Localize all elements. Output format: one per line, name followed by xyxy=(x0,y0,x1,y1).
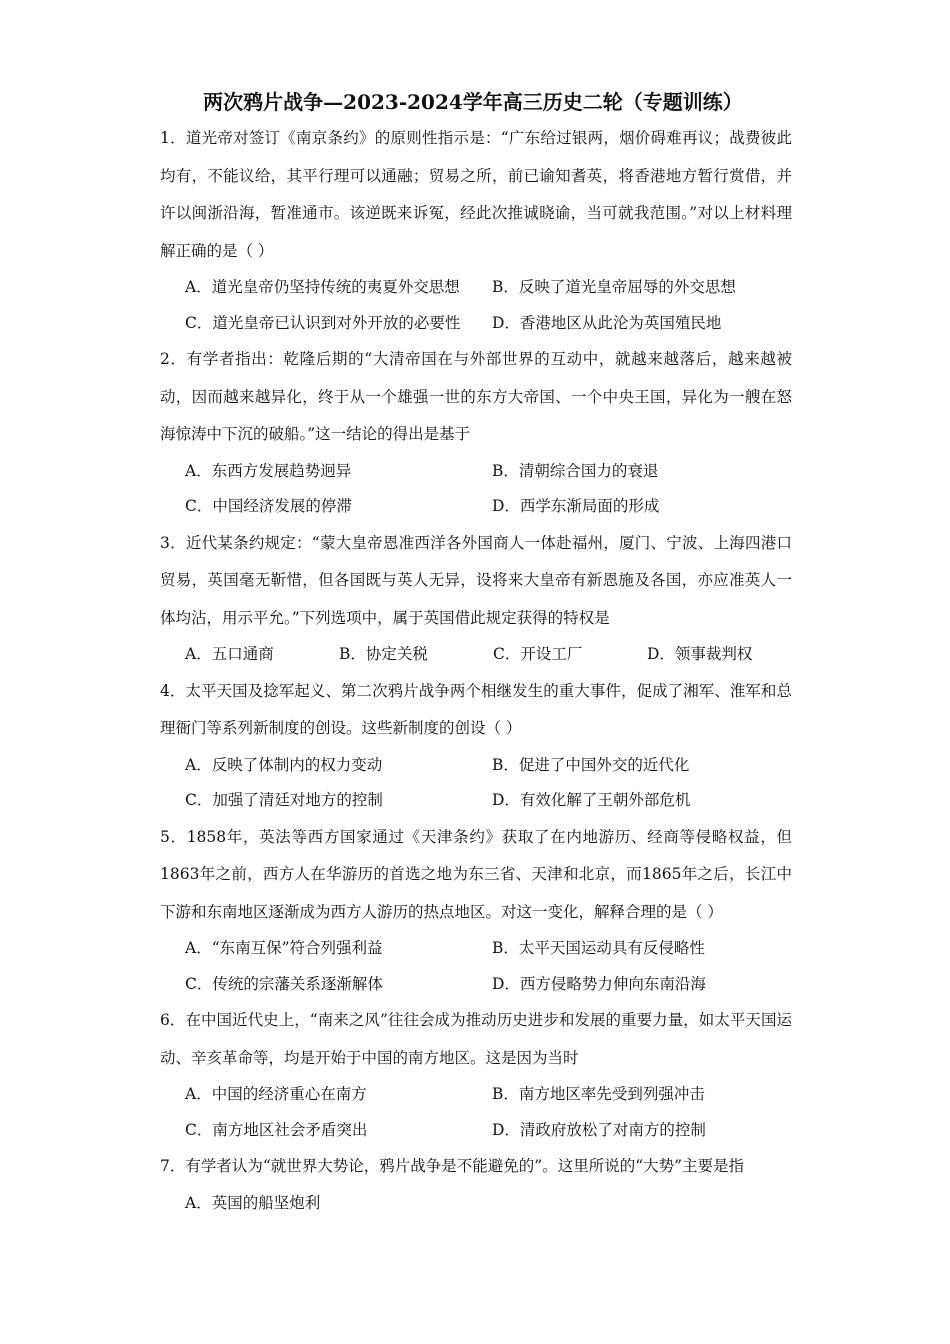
option-a[interactable]: A．道光皇帝仍坚持传统的夷夏外交思想 xyxy=(185,278,460,296)
option-d[interactable]: D．清政府放松了对南方的控制 xyxy=(492,1120,706,1139)
option-b[interactable]: B．协定关税 xyxy=(339,645,428,663)
option-c[interactable]: C．道光皇帝已认识到对外开放的必要性 xyxy=(185,313,461,332)
option-d[interactable]: D．有效化解了王朝外部危机 xyxy=(492,791,691,809)
option-b[interactable]: B．促进了中国外交的近代化 xyxy=(492,755,690,774)
option-row xyxy=(185,637,792,673)
option-a[interactable]: A．英国的船坚炮利 xyxy=(185,1193,321,1212)
option-d[interactable]: D．西方侵略势力伸向东南沿海 xyxy=(492,974,706,993)
question-6 xyxy=(160,1002,792,1148)
question-stem: 1．道光帝对签订《南京条约》的原则性指示是：“广东给过银两，烟价碍难再议；战费彼此均有，不能议给，其平行理可以通融；贸易之所，前已谕知耆英，将香港地方暂行赏借，并许以闽浙沿海，暂准通市。该逆既来诉冤，经此次推诚晓谕，当可就我范围。”对以上材料理解正确的是（ ） xyxy=(160,129,792,260)
question-5 xyxy=(160,819,792,1003)
option-list xyxy=(160,454,792,525)
question-stem: 4．太平天国及捻军起义、第二次鸦片战争两个相继发生的重大事件，促成了湘军、淮军和总理衙门等系列新制度的创设。这些新制度的创设（ ） xyxy=(160,681,792,737)
option-c[interactable]: C．加强了清廷对地方的控制 xyxy=(185,791,383,809)
option-b[interactable]: B．反映了道光皇帝屈辱的外交思想 xyxy=(492,278,736,296)
option-list xyxy=(160,931,792,1002)
option-row xyxy=(185,270,792,306)
option-list xyxy=(160,270,792,341)
option-list xyxy=(160,637,792,673)
option-d[interactable]: D．香港地区从此沦为英国殖民地 xyxy=(492,313,722,332)
page-title: 两次鸦片战争—2023-2024学年高三历史二轮（专题训练） xyxy=(203,90,743,114)
option-c[interactable]: C．开设工厂 xyxy=(493,645,583,663)
option-row xyxy=(185,454,792,490)
option-row xyxy=(185,489,792,525)
option-d[interactable]: D．领事裁判权 xyxy=(647,645,753,663)
exam-page xyxy=(160,88,792,1221)
option-d[interactable]: D．西学东渐局面的形成 xyxy=(492,497,660,515)
question-stem: 5．1858年，英法等西方国家通过《天津条约》获取了在内地游历、经商等侵略权益，但1863年之前，西方人在华游历的首选之地为东三省、天津和北京，而1865年之后，长江中下游和东南地区逐渐成为西方人游历的热点地区。对这一变化，解释合理的是（ ） xyxy=(160,827,792,921)
option-a[interactable]: A．五口通商 xyxy=(185,645,274,663)
question-4 xyxy=(160,673,792,819)
option-row xyxy=(185,783,792,819)
option-row xyxy=(185,1186,792,1222)
option-list xyxy=(160,1077,792,1148)
question-stem: 2．有学者指出：乾隆后期的“大清帝国在与外部世界的互动中，就越来越落后，越来越被动，因而越来越异化，终于从一个雄强一世的东方大帝国、一个中央王国，异化为一艘在怒海惊涛中下沉的破船。”这一结论的得出是基于 xyxy=(160,350,792,443)
option-b[interactable]: B．清朝综合国力的衰退 xyxy=(492,461,659,480)
option-a[interactable]: A．东西方发展趋势迥异 xyxy=(185,461,352,480)
option-a[interactable]: A．中国的经济重心在南方 xyxy=(185,1085,367,1103)
option-a[interactable]: A．反映了体制内的权力变动 xyxy=(185,755,383,774)
question-7 xyxy=(160,1148,792,1221)
question-stem: 3．近代某条约规定：“蒙大皇帝恩准西洋各外国商人一体赴福州，厦门、宁波、上海四港口贸易，英国毫无靳惜，但各国既与英人无异，设将来大皇帝有新恩施及各国，亦应准英人一体均沾，用示平允。”下列选项中，属于英国借此规定获得的特权是 xyxy=(160,533,792,627)
option-c[interactable]: C．传统的宗藩关系逐渐解体 xyxy=(185,974,383,993)
question-3 xyxy=(160,525,792,673)
option-b[interactable]: B．南方地区率先受到列强冲击 xyxy=(492,1085,705,1103)
option-row xyxy=(185,967,792,1003)
question-1 xyxy=(160,120,792,341)
option-c[interactable]: C．南方地区社会矛盾突出 xyxy=(185,1120,368,1139)
option-row xyxy=(185,931,792,967)
option-list xyxy=(160,748,792,819)
option-row xyxy=(185,306,792,342)
question-stem: 6．在中国近代史上，“南来之风”往往会成为推动历史进步和发展的重要力量，如太平天国运动、辛亥革命等，均是开始于中国的南方地区。这是因为当时 xyxy=(160,1011,792,1067)
option-list xyxy=(160,1186,792,1222)
option-b[interactable]: B．太平天国运动具有反侵略性 xyxy=(492,939,705,957)
option-a[interactable]: A．“东南互保”符合列强利益 xyxy=(185,939,383,957)
question-stem: 7．有学者认为“就世界大势论，鸦片战争是不能避免的”。这里所说的“大势”主要是指 xyxy=(160,1157,745,1175)
option-row xyxy=(185,1113,792,1149)
option-c[interactable]: C．中国经济发展的停滞 xyxy=(185,497,352,515)
question-2 xyxy=(160,341,792,525)
option-row xyxy=(185,1077,792,1113)
option-row xyxy=(185,748,792,784)
